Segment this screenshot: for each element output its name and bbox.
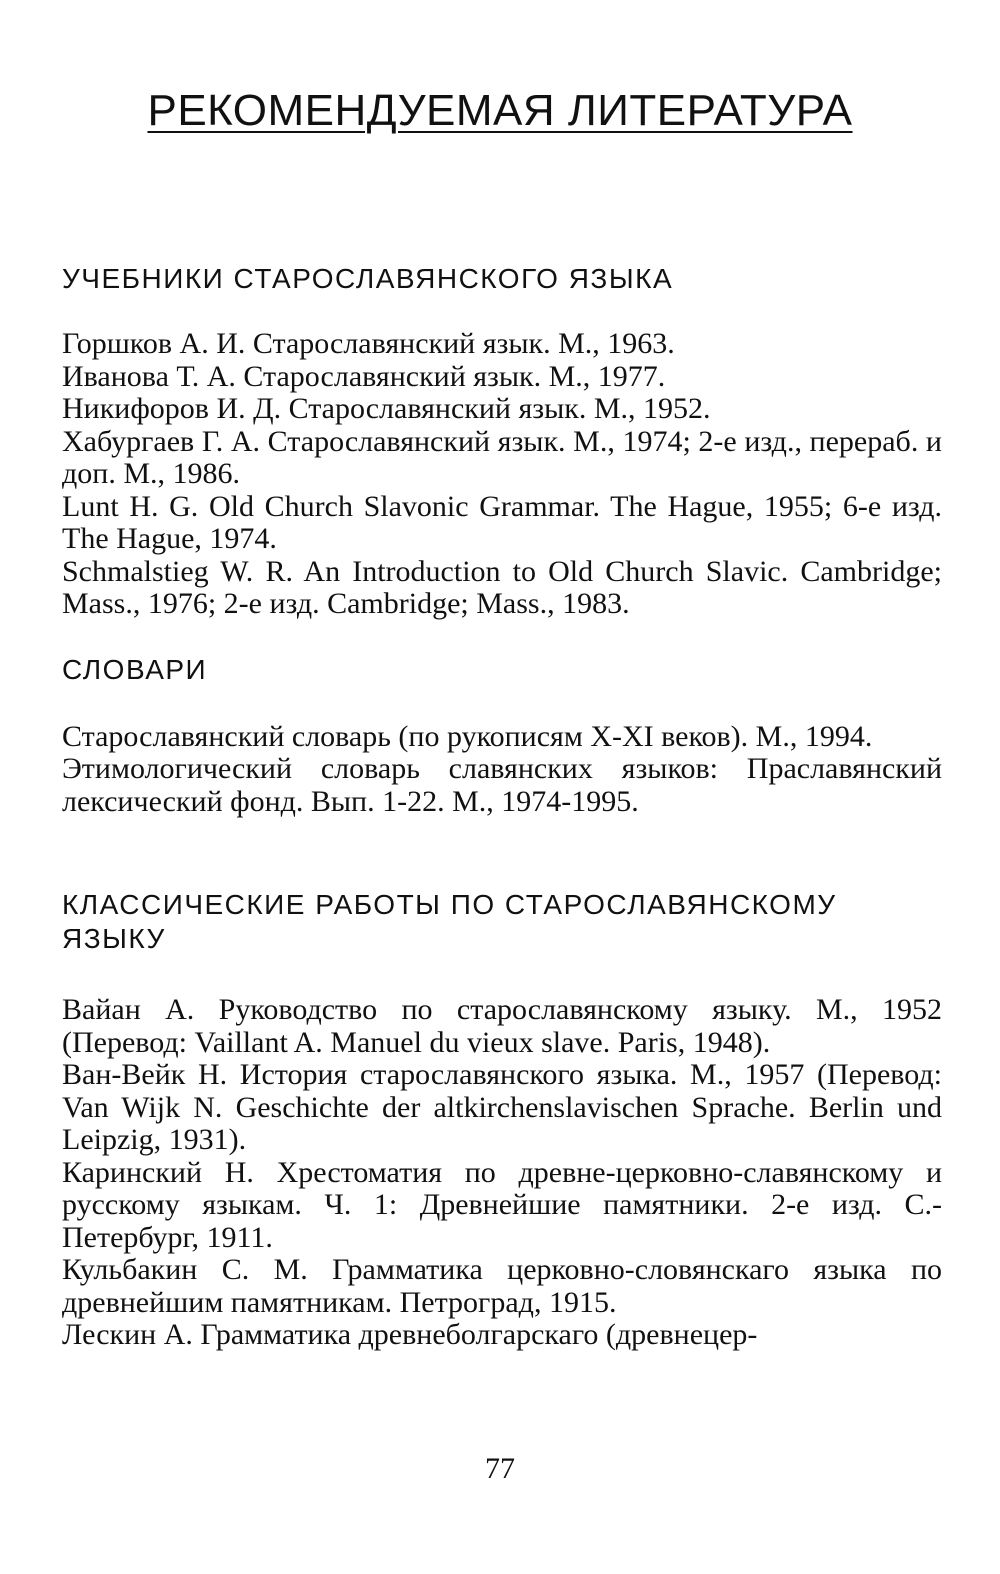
section-dictionaries	[62, 653, 942, 819]
entry-list	[62, 721, 942, 819]
section-heading: СЛОВАРИ	[62, 653, 208, 685]
bibliography-entry: Хабургаев Г. А. Старославянский язык. М., 1974; 2-е изд., перераб. и доп. М., 1986.	[62, 424, 942, 490]
bibliography-entry: Lunt H. G. Old Church Slavonic Grammar. The Hague, 1955; 6-е изд. The Hague, 1974.	[62, 489, 942, 555]
bibliography-entry: Вайан А. Руководство по старославянскому языку. М., 1952 (Перевод: Vaillant A. Manuel du vieux slave. Paris, 1948).	[62, 993, 942, 1059]
section-classic-works	[62, 888, 942, 1352]
bibliography-entry: Schmalstieg W. R. An Introduction to Old Church Slavic. Cambridge; Mass., 1976; 2-е изд. Cambridge; Mass., 1983.	[62, 554, 942, 620]
bibliography-entry: Этимологический словарь славянских языков: Праславянский лексический фонд. Вып. 1-22. М., 1974-1995.	[62, 752, 942, 818]
bibliography-entry: Старославянский словарь (по рукописям X-XI веков). М., 1994.	[62, 719, 873, 753]
bibliography-entry: Ван-Вейк Н. История старославянского языка. М., 1957 (Перевод: Van Wijk N. Geschichte der altkirchenslavischen Sprache. Berlin und Leipzig, 1931).	[62, 1058, 942, 1156]
bibliography-entry: Кульбакин С. М. Грамматика церковно-словянскаго языка по древнейшим памятникам. Петроград, 1915.	[62, 1253, 942, 1319]
page-number: 77	[485, 1452, 515, 1485]
entry-list	[62, 328, 942, 621]
entry-list	[62, 994, 942, 1352]
bibliography-content	[62, 262, 942, 1352]
section-heading: КЛАССИЧЕСКИЕ РАБОТЫ ПО СТАРОСЛАВЯНСКОМУ ЯЗЫКУ	[62, 889, 837, 954]
bibliography-entry: Иванова Т. А. Старославянский язык. М., 1977.	[62, 359, 666, 393]
page-title: РЕКОМЕНДУЕМАЯ ЛИТЕРАТУРА	[147, 86, 853, 135]
bibliography-entry: Никифоров И. Д. Старославянский язык. М., 1952.	[62, 392, 711, 425]
section-textbooks	[62, 262, 942, 621]
bibliography-entry: Горшков А. И. Старославянский язык. М., 1963.	[62, 327, 675, 360]
bibliography-entry: Лескин А. Грамматика древнеболгарскаго (древнецер-	[62, 1318, 758, 1351]
bibliography-entry: Каринский Н. Хрестоматия по древне-церковно-славянскому и русскому языкам. Ч. 1: Древнейшие памятники. 2-е изд. С.-Петербург, 1911.	[62, 1155, 942, 1254]
section-heading: УЧЕБНИКИ СТАРОСЛАВЯНСКОГО ЯЗЫКА	[62, 263, 674, 294]
